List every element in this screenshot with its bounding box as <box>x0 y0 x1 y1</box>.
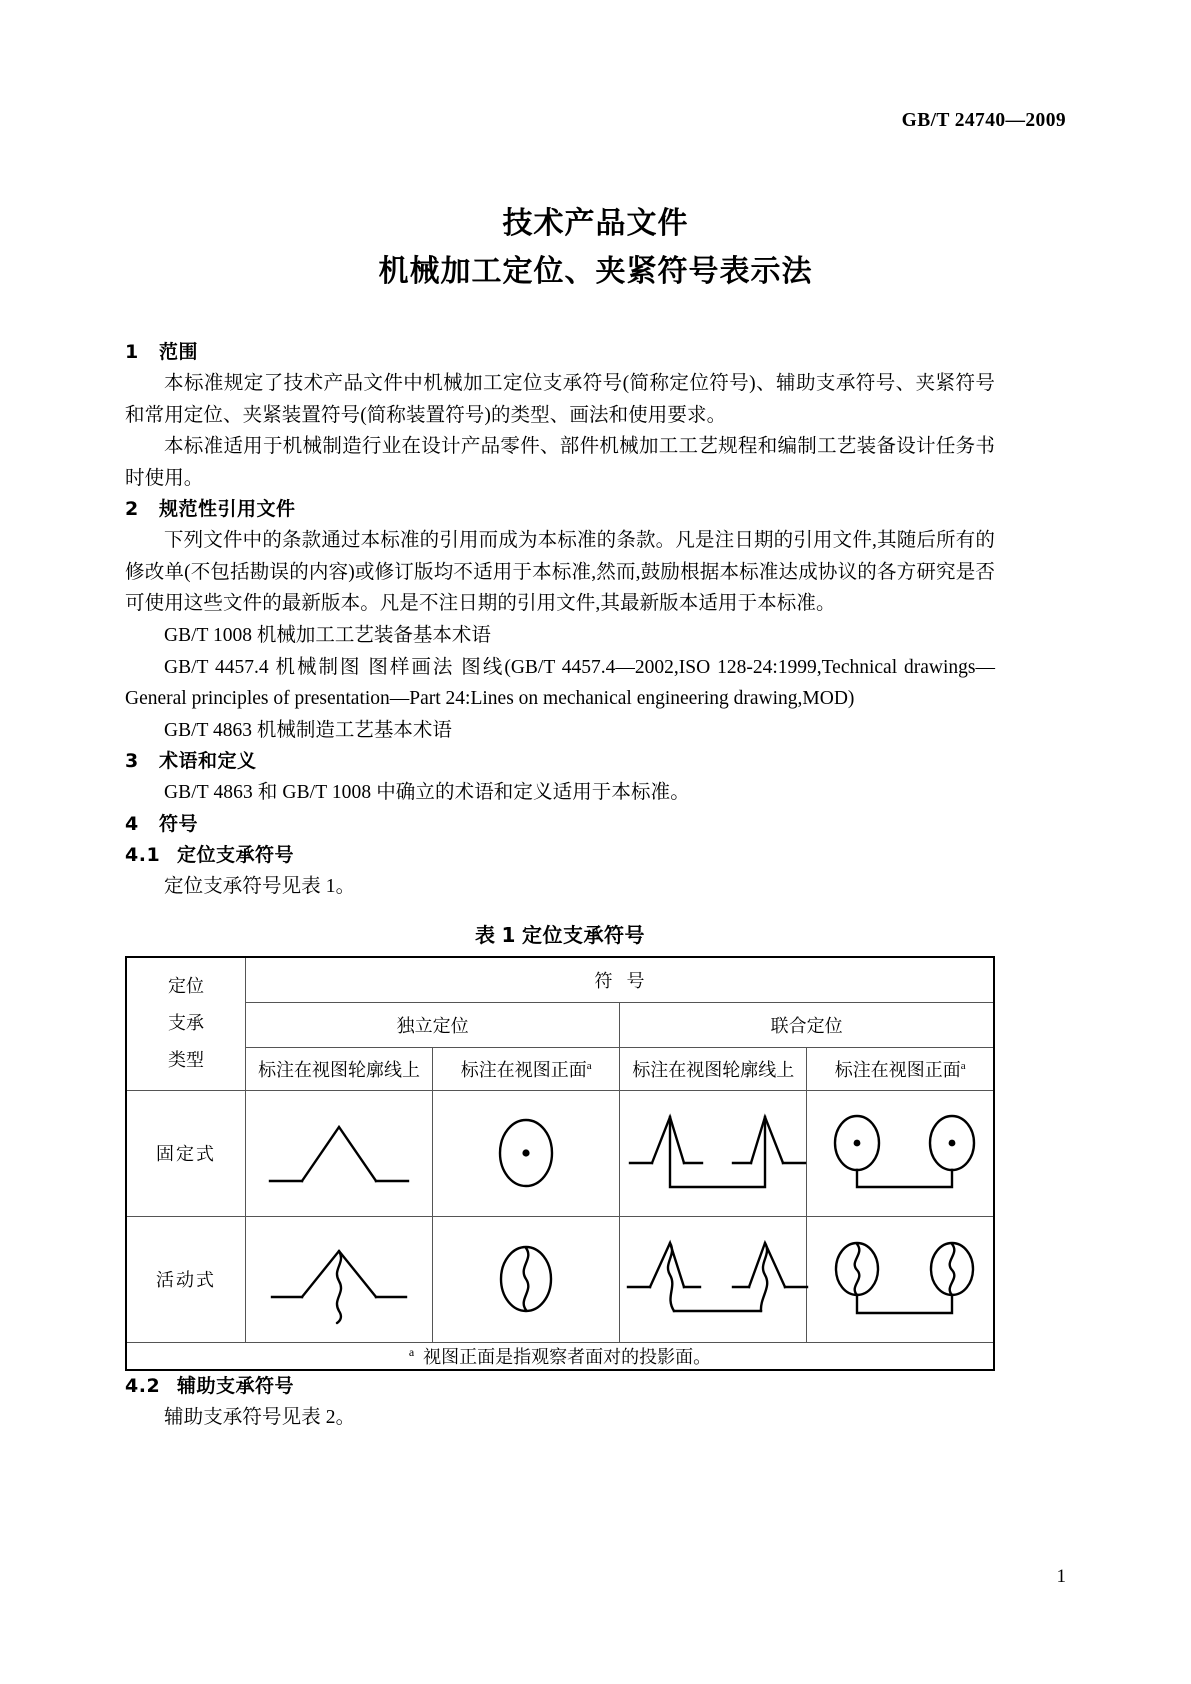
sub-header-independent-contour <box>246 1047 433 1090</box>
sub-header-text-4: 标注在视图正面 <box>834 1059 961 1080</box>
row-label-movable: 活动式 <box>126 1216 246 1342</box>
fixed-independent-front-symbol <box>441 1105 611 1201</box>
footnote-marker-inline-1: a <box>586 1059 592 1072</box>
type-column-header <box>126 957 246 1091</box>
normative-reference-1: GB/T 1008 机械加工工艺装备基本术语 <box>164 625 491 647</box>
section-heading-2 <box>125 494 995 521</box>
row-label-fixed: 固定式 <box>126 1090 246 1216</box>
section-4-2-paragraph-1: 辅助支承符号见表 2。 <box>164 1406 356 1428</box>
section-title-4-2: 辅助支承符号 <box>177 1374 295 1397</box>
sub-header-joint-front <box>807 1047 994 1090</box>
table-1-caption <box>125 919 995 948</box>
section-number-2: 2 <box>125 498 139 521</box>
normative-reference-2: GB/T 4457.4 机械制图 图样画法 图线(GB/T 4457.4—2002,ISO 128-24:1999,Technical drawings—General principles of presentation—Part 24:Lines on mechanical engineering drawing,MOD) <box>125 656 995 710</box>
symbol-group-header: 符号 <box>246 957 995 1003</box>
section-number-1: 1 <box>125 341 139 363</box>
section-title-4: 符号 <box>159 812 199 835</box>
table-caption-number: 1 <box>501 922 516 947</box>
section-heading-3 <box>125 746 995 773</box>
type-column-header-line1: 定位 <box>168 976 204 997</box>
section-heading-1 <box>125 337 995 364</box>
table-footnote <box>126 1342 994 1370</box>
fixed-joint-front-symbol <box>807 1105 1002 1201</box>
cell-fixed-independent-front <box>433 1090 620 1216</box>
section-title-4-1: 定位支承符号 <box>177 843 295 866</box>
section-title-1: 范围 <box>159 341 199 363</box>
section-3-paragraph-1: GB/T 4863 和 GB/T 1008 中确立的术语和定义适用于本标准。 <box>164 782 690 804</box>
cell-fixed-joint-contour <box>620 1090 807 1216</box>
sub-header-text-3: 标注在视图轮廓线上 <box>632 1059 795 1080</box>
table-footnote-row <box>126 1342 994 1370</box>
movable-independent-contour-symbol <box>254 1231 424 1327</box>
table-header-row-1 <box>126 957 994 1003</box>
footnote-marker-inline-2: a <box>960 1059 966 1072</box>
table-header-row-2 <box>126 1002 994 1047</box>
table-caption-label: 表 <box>475 922 496 947</box>
running-header-standard-code: GB/T 24740—2009 <box>901 110 1066 131</box>
table-row <box>126 1216 994 1342</box>
fixed-joint-contour-symbol <box>620 1105 815 1201</box>
sub-header-text-2: 标注在视图正面 <box>460 1059 587 1080</box>
table-caption-title: 定位支承符号 <box>521 922 645 947</box>
section-title-2: 规范性引用文件 <box>159 498 296 521</box>
page-title-line1: 技术产品文件 <box>502 206 689 241</box>
section-number-3: 3 <box>125 750 139 773</box>
normative-reference-3: GB/T 4863 机械制造工艺基本术语 <box>164 719 452 741</box>
cell-fixed-joint-front <box>807 1090 994 1216</box>
section-heading-4-1 <box>125 840 995 867</box>
sub-header-joint-contour <box>620 1047 807 1090</box>
sub-header-independent-front <box>433 1047 620 1090</box>
section-heading-4 <box>125 809 995 836</box>
cell-movable-joint-contour <box>620 1216 807 1342</box>
section-2-paragraph-1: 下列文件中的条款通过本标准的引用而成为本标准的条款。凡是注日期的引用文件,其随后所有的修改单(不包括勘误的内容)或修订版均不适用于本标准,然而,鼓励根据本标准达成协议的各方研究是否可使用这些文件的最新版本。凡是不注日期的引用文件,其最新版本适用于本标准。 <box>125 530 995 615</box>
document-title-block <box>0 203 1191 293</box>
movable-independent-front-symbol <box>441 1231 611 1327</box>
type-column-header-line3: 类型 <box>168 1049 204 1070</box>
group-header-independent: 独立定位 <box>246 1002 620 1047</box>
table-1-positioning-support-symbols <box>125 956 995 1371</box>
movable-joint-contour-symbol <box>620 1231 815 1327</box>
footnote-marker: a <box>408 1344 415 1359</box>
section-number-4-1: 4.1 <box>125 843 161 866</box>
movable-joint-front-symbol <box>807 1231 1002 1327</box>
footnote-text: 视图正面是指观察者面对的投影面。 <box>423 1346 712 1367</box>
section-1-paragraph-1: 本标准规定了技术产品文件中机械加工定位支承符号(简称定位符号)、辅助支承符号、夹紧符号和常用定位、夹紧装置符号(简称装置符号)的类型、画法和使用要求。 <box>125 373 995 426</box>
section-heading-4-2 <box>125 1371 995 1398</box>
section-number-4-2: 4.2 <box>125 1374 161 1397</box>
document-body <box>125 337 995 1433</box>
page-number: 1 <box>1056 1566 1066 1587</box>
section-title-3: 术语和定义 <box>159 750 257 773</box>
cell-movable-joint-front <box>807 1216 994 1342</box>
type-column-header-line2: 支承 <box>168 1013 204 1034</box>
section-number-4: 4 <box>125 812 139 835</box>
section-1-paragraph-2: 本标准适用于机械制造行业在设计产品零件、部件机械加工工艺规程和编制工艺装备设计任务书时使用。 <box>125 436 995 489</box>
sub-header-text-1: 标注在视图轮廓线上 <box>258 1059 421 1080</box>
cell-fixed-independent-contour <box>246 1090 433 1216</box>
group-header-joint: 联合定位 <box>620 1002 994 1047</box>
table-row <box>126 1090 994 1216</box>
page-title-line2: 机械加工定位、夹紧符号表示法 <box>378 254 813 290</box>
section-4-1-paragraph-1: 定位支承符号见表 1。 <box>164 875 356 897</box>
cell-movable-independent-contour <box>246 1216 433 1342</box>
cell-movable-independent-front <box>433 1216 620 1342</box>
fixed-independent-contour-symbol <box>254 1105 424 1201</box>
table-header-row-3 <box>126 1047 994 1090</box>
